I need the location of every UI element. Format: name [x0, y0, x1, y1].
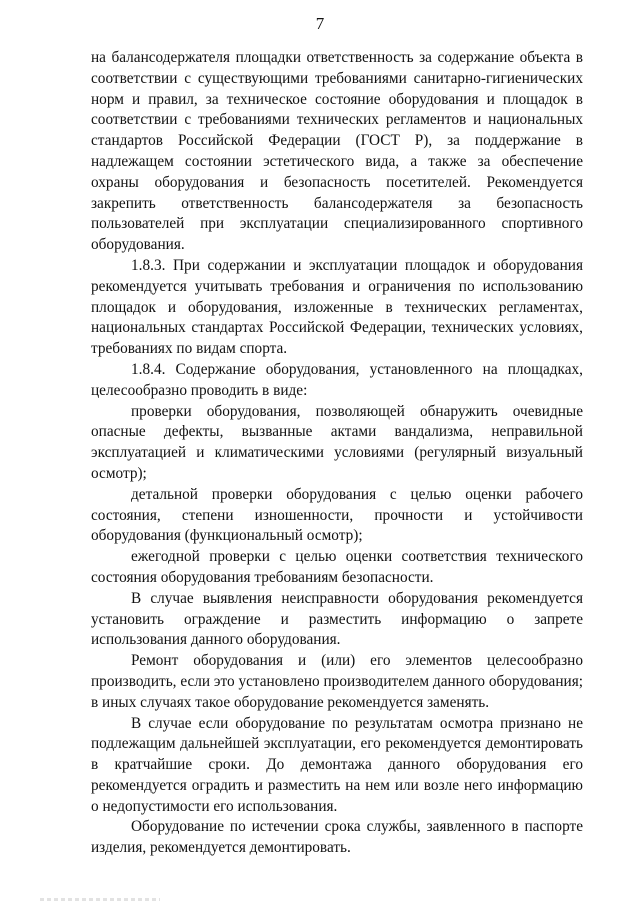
- paragraph-malfunction: В случае выявления неисправности оборудования рекомендуется установить ограждение и разместить информацию о запрете использования данного оборудования.: [91, 589, 583, 649]
- paragraph-1-8-3: 1.8.3. При содержании и эксплуатации площадок и оборудования рекомендуется учитывать требования и ограничения по использованию площадок и оборудования, изложенные в технических регламентах, национальных стандартах Российской Федерации, технических условиях, требованиях по видам спорта.: [91, 256, 583, 358]
- paragraph-continuation: на балансодержателя площадки ответственность за содержание объекта в соответствии с существующими требованиями санитарно-гигиенических норм и правил, за техническое состояние оборудования и площадок в соответствии с требованиями технических регламентов и национальных стандартов Российской Федерации (ГОСТ Р), за поддержание в надлежащем состоянии эстетического вида, а также за обеспечение охраны оборудования и безопасность посетителей. Рекомендуется закрепить ответственность балансодержателя за безопасность пользователей при эксплуатации специализированного спортивного оборудования.: [91, 49, 583, 254]
- paragraph-service-life: Оборудование по истечении срока службы, заявленного в паспорте изделия, рекомендуется демонтировать.: [91, 818, 583, 857]
- document-body: [91, 48, 583, 859]
- page-number: 7: [315, 14, 325, 33]
- paragraph-functional-inspection: детальной проверки оборудования с целью оценки рабочего состояния, степени изношенности, прочности и устойчивости оборудования (функциональный осмотр);: [91, 485, 583, 545]
- paragraph-1-8-4: 1.8.4. Содержание оборудования, установленного на площадках, целесообразно проводить в виде:: [91, 360, 583, 399]
- paragraph-dismantle: В случае если оборудование по результатам осмотра признано не подлежащим дальнейшей эксплуатации, его рекомендуется демонтировать в кратчайшие сроки. До демонтажа данного оборудования его рекомендуется оградить и разместить на нем или возле него информацию о недопустимости его использования.: [91, 714, 583, 815]
- paragraph-repair: Ремонт оборудования и (или) его элементов целесообразно производить, если это установлено производителем данного оборудования; в иных случаях такое оборудование рекомендуется заменять.: [91, 652, 583, 711]
- scan-artifact: [40, 898, 160, 901]
- paragraph-visual-inspection: проверки оборудования, позволяющей обнаружить очевидные опасные дефекты, вызванные актами вандализма, неправильной эксплуатацией и климатическими условиями (регулярный визуальный осмотр);: [91, 402, 583, 482]
- paragraph-annual-inspection: ежегодной проверки с целью оценки соответствия технического состояния оборудования требованиям безопасности.: [91, 548, 583, 586]
